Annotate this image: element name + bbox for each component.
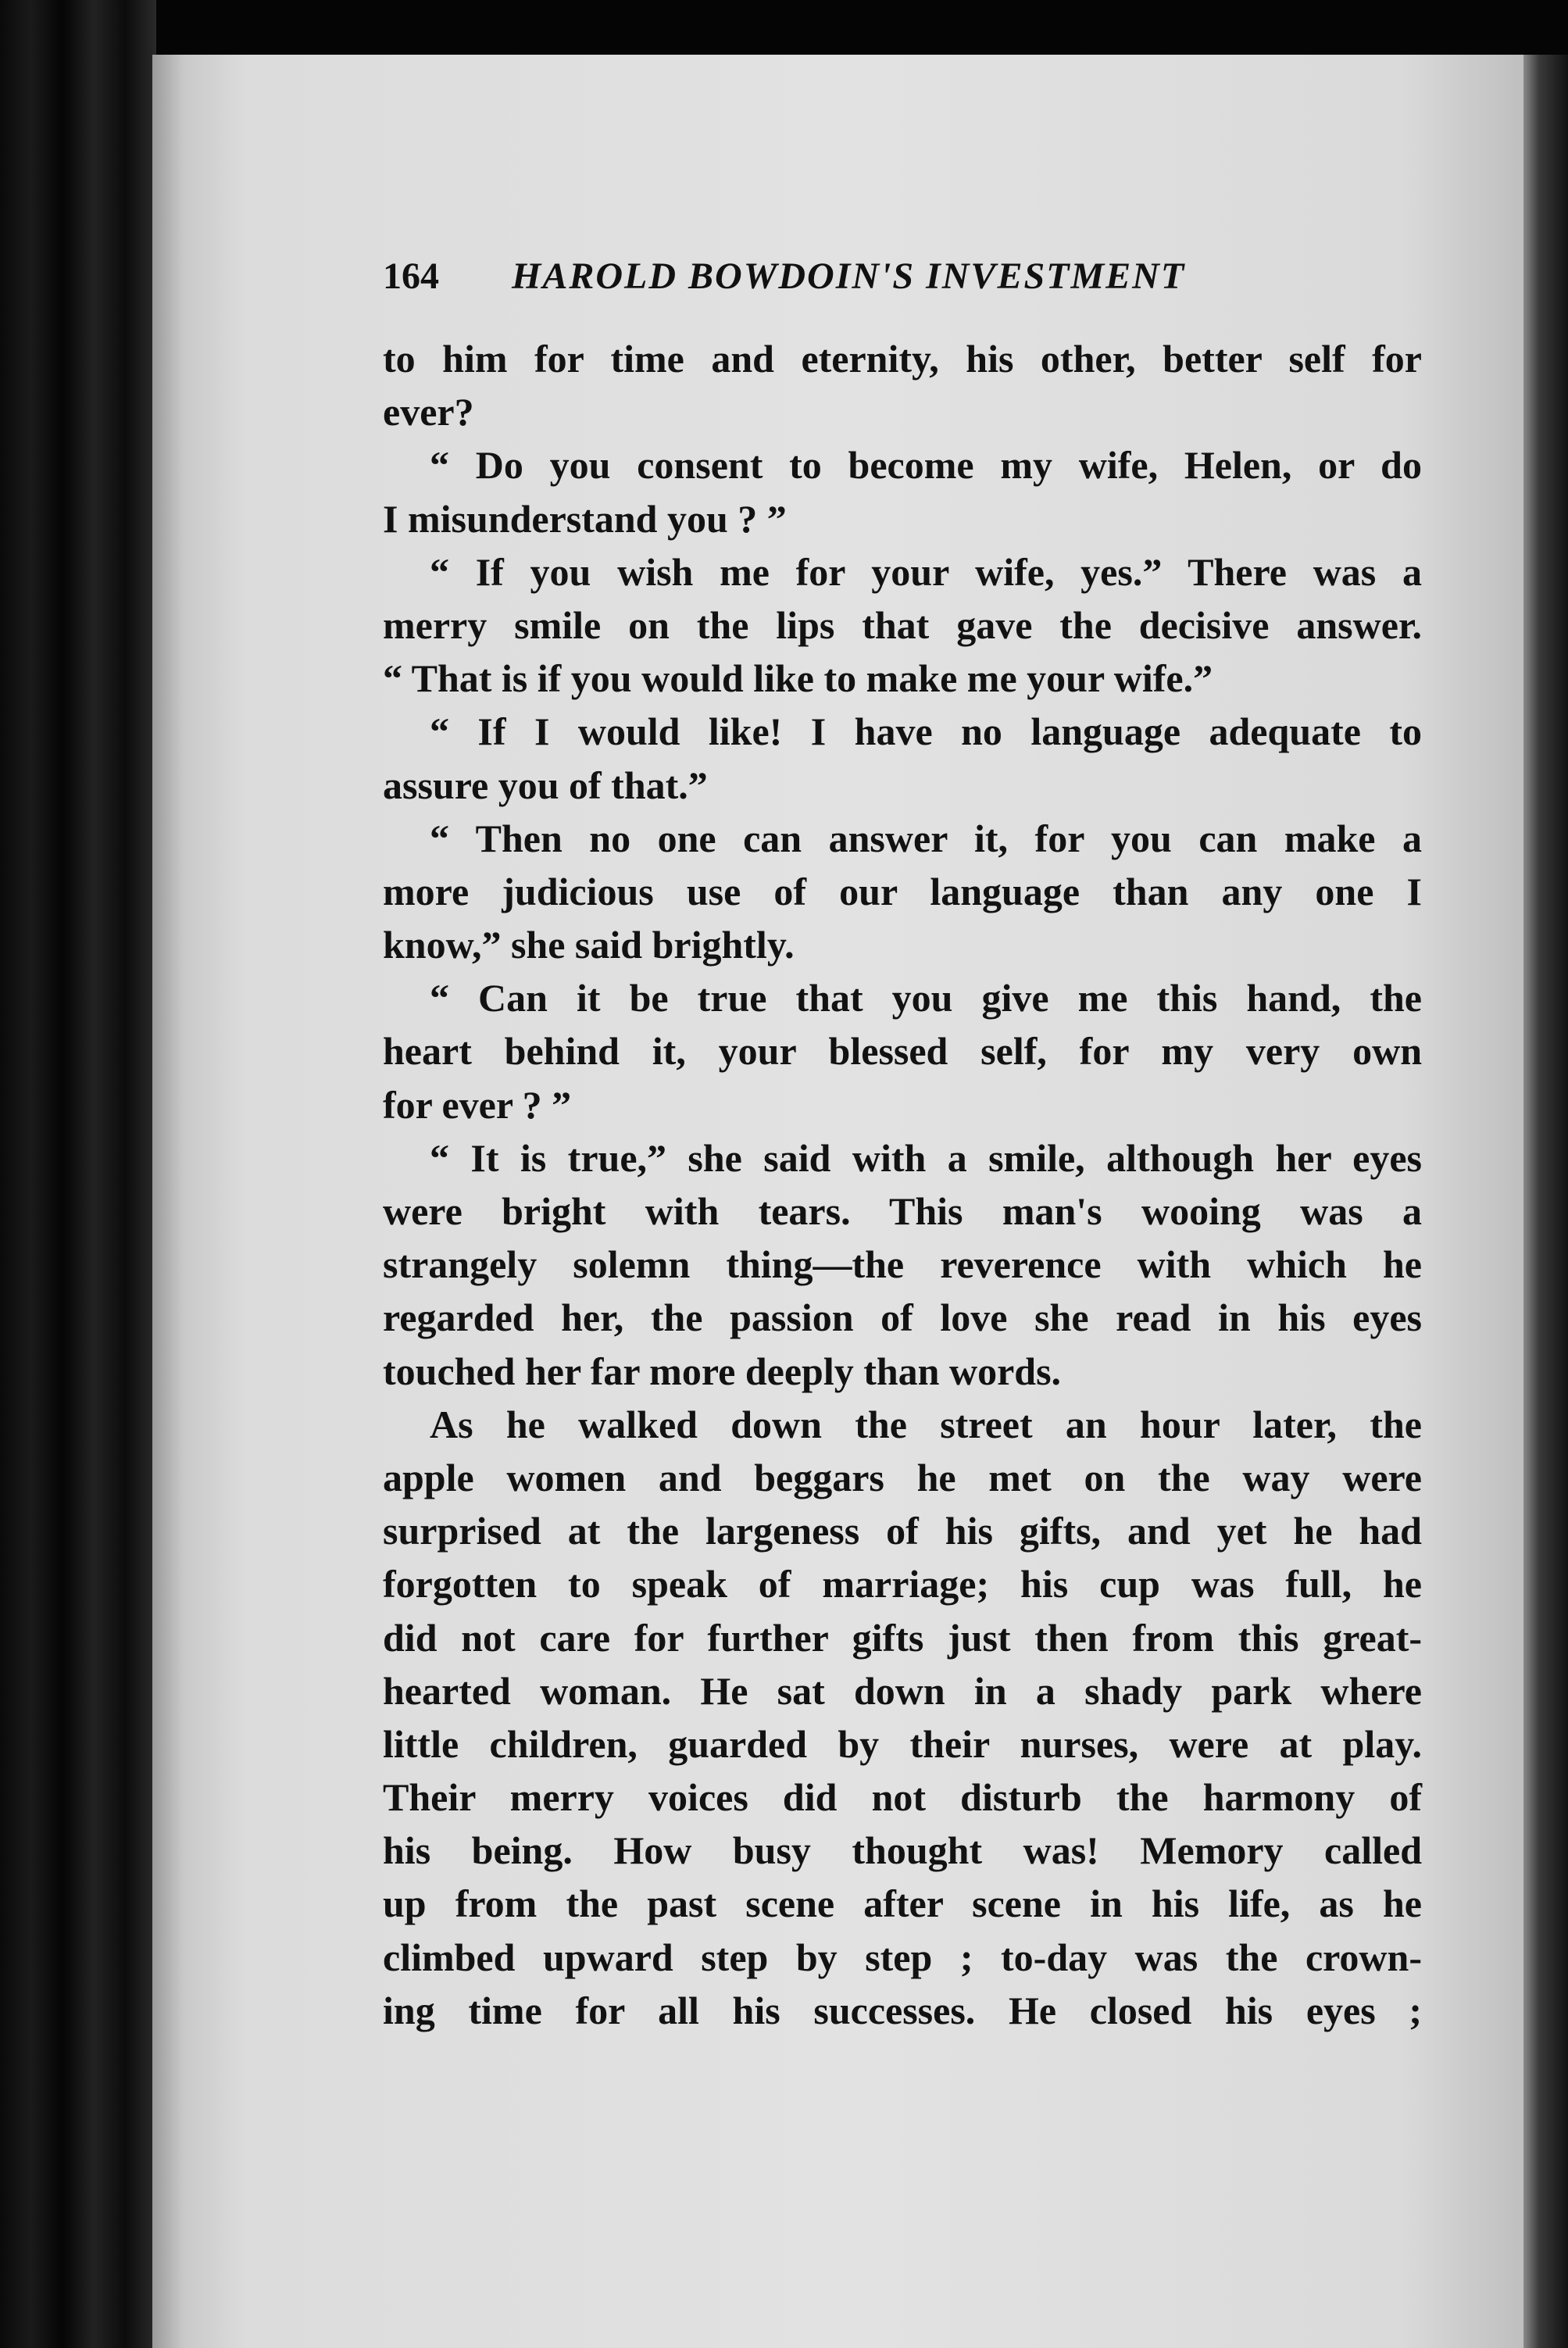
page-number: 164 xyxy=(383,256,439,297)
text-line: ever? xyxy=(383,390,474,434)
text-line: hearted woman. He sat down in a shady park where xyxy=(383,1668,1422,1713)
text-line: Their merry voices did not disturb the harmony of xyxy=(383,1775,1422,1820)
text-line: heart behind it, your blessed self, for my very own xyxy=(383,1029,1422,1074)
text-line: strangely solemn thing—the reverence with which he xyxy=(383,1242,1422,1287)
text-line: “ If you wish me for your wife, yes.” There was a xyxy=(430,549,1422,594)
text-line: ing time for all his successes. He closed his eyes ; xyxy=(383,1988,1422,2032)
text-line: his being. How busy thought was! Memory called xyxy=(383,1828,1422,1873)
page-right-edge xyxy=(1523,55,1568,2348)
text-line: more judicious use of our language than any one I xyxy=(383,869,1422,913)
text-line: “ Then no one can answer it, for you can make a xyxy=(430,816,1422,860)
text-line: know,” she said brightly. xyxy=(383,923,795,967)
text-line: little children, guarded by their nurses, were at play. xyxy=(383,1721,1422,1766)
text-line: did not care for further gifts just then from this great- xyxy=(383,1615,1422,1660)
text-line: assure you of that.” xyxy=(383,763,708,807)
text-line: “ That is if you would like to make me your wife.” xyxy=(383,656,1213,701)
body-text xyxy=(383,332,1422,2037)
text-line: were bright with tears. This man's wooing was a xyxy=(383,1189,1422,1233)
running-title: HAROLD BOWDOIN'S INVESTMENT xyxy=(512,256,1186,297)
text-line: merry smile on the lips that gave the decisive answer. xyxy=(383,602,1422,647)
text-line: apple women and beggars he met on the way were xyxy=(383,1455,1422,1499)
text-line: up from the past scene after scene in his life, as he xyxy=(383,1882,1422,1926)
text-line: “ Can it be true that you give me this hand, the xyxy=(430,976,1422,1020)
text-line: surprised at the largeness of his gifts, and yet he had xyxy=(383,1509,1422,1553)
page-header xyxy=(383,248,1336,303)
text-line: forgotten to speak of marriage; his cup was full, he xyxy=(383,1562,1422,1606)
text-line: for ever ? ” xyxy=(383,1082,572,1127)
text-line: I misunderstand you ? ” xyxy=(383,496,787,541)
text-line: As he walked down the street an hour later, the xyxy=(430,1402,1422,1446)
text-line: touched her far more deeply than words. xyxy=(383,1349,1062,1393)
text-line: to him for time and eternity, his other, better self for xyxy=(383,337,1422,381)
text-line: “ Do you consent to become my wife, Helen, or do xyxy=(430,443,1422,488)
text-line: “ It is true,” she said with a smile, although her eyes xyxy=(430,1135,1422,1180)
book-spine-edge xyxy=(0,0,156,2348)
text-line: “ If I would like! I have no language adequate to xyxy=(430,709,1422,754)
text-line: climbed upward step by step ; to-day was the crown- xyxy=(383,1935,1422,1979)
text-line: regarded her, the passion of love she read in his eyes xyxy=(383,1296,1422,1340)
